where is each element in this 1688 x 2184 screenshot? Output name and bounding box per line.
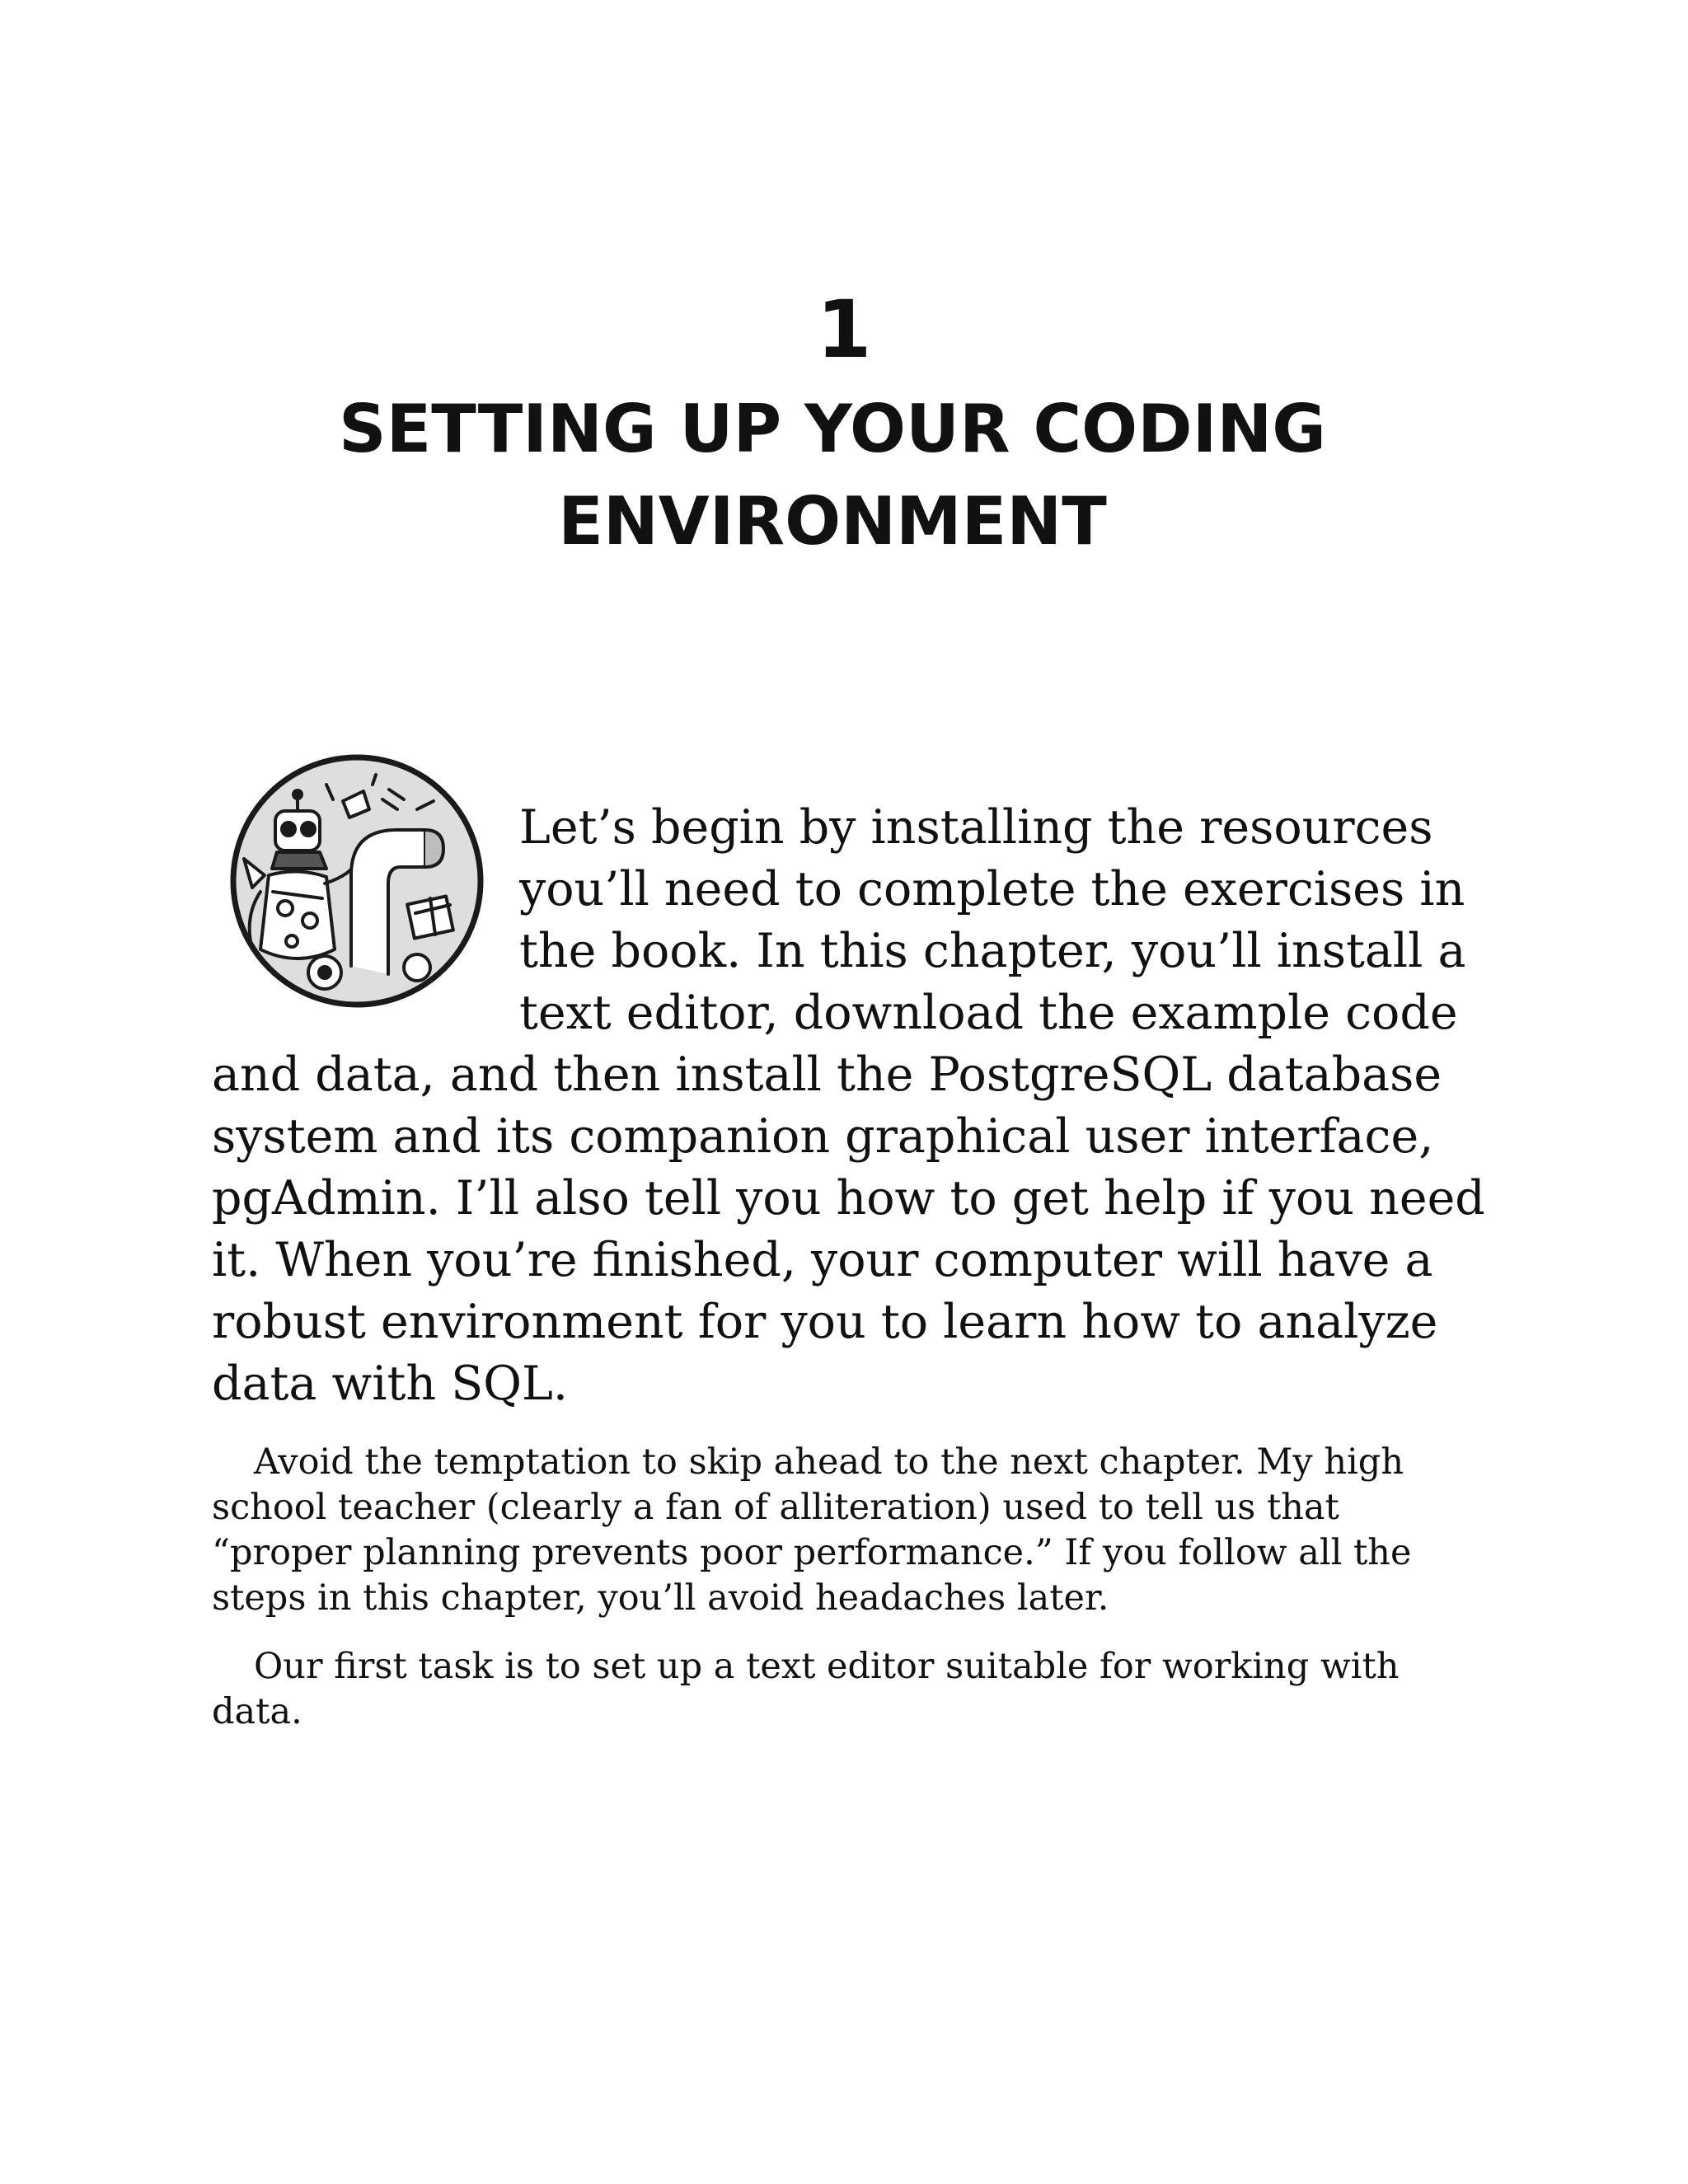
chapter-title-line: SETTING UP YOUR CODING bbox=[339, 391, 1326, 467]
intro-line: and data, and then install the PostgreSQL database bbox=[212, 1047, 1442, 1102]
paragraph-line: school teacher (clearly a fan of alliteration) used to tell us that bbox=[212, 1487, 1339, 1528]
chapter-title-line: ENVIRONMENT bbox=[558, 483, 1107, 560]
intro-line: you’ll need to complete the exercises in bbox=[519, 862, 1465, 916]
intro-line: pgAdmin. I’ll also tell you how to get help if you need bbox=[212, 1171, 1485, 1226]
intro-line: system and its companion graphical user interface, bbox=[212, 1109, 1434, 1164]
body-paragraph bbox=[212, 1644, 1465, 1735]
intro-line: data with SQL. bbox=[212, 1357, 568, 1411]
paragraph-line: “proper planning prevents poor performance.” If you follow all the bbox=[212, 1532, 1412, 1573]
chapter-title bbox=[247, 383, 1418, 568]
paragraph-line: data. bbox=[212, 1691, 302, 1732]
intro-line: robust environment for you to learn how to analyze bbox=[212, 1295, 1438, 1349]
paragraph-line: steps in this chapter, you’ll avoid headaches later. bbox=[212, 1577, 1109, 1619]
intro-line: the book. In this chapter, you’ll install a bbox=[519, 924, 1466, 978]
intro-line: Let’s begin by installing the resources bbox=[519, 800, 1433, 855]
intro-paragraph bbox=[212, 797, 1498, 1415]
paragraph-line: Our first task is to set up a text editor suitable for working with bbox=[254, 1646, 1400, 1687]
paragraph-line: Avoid the temptation to skip ahead to the next chapter. My high bbox=[254, 1441, 1404, 1483]
chapter-number: 1 bbox=[816, 284, 872, 376]
intro-line: it. When you’re finished, your computer will have a bbox=[212, 1233, 1433, 1287]
body-paragraph bbox=[212, 1440, 1465, 1621]
intro-line: text editor, download the example code bbox=[519, 986, 1458, 1040]
